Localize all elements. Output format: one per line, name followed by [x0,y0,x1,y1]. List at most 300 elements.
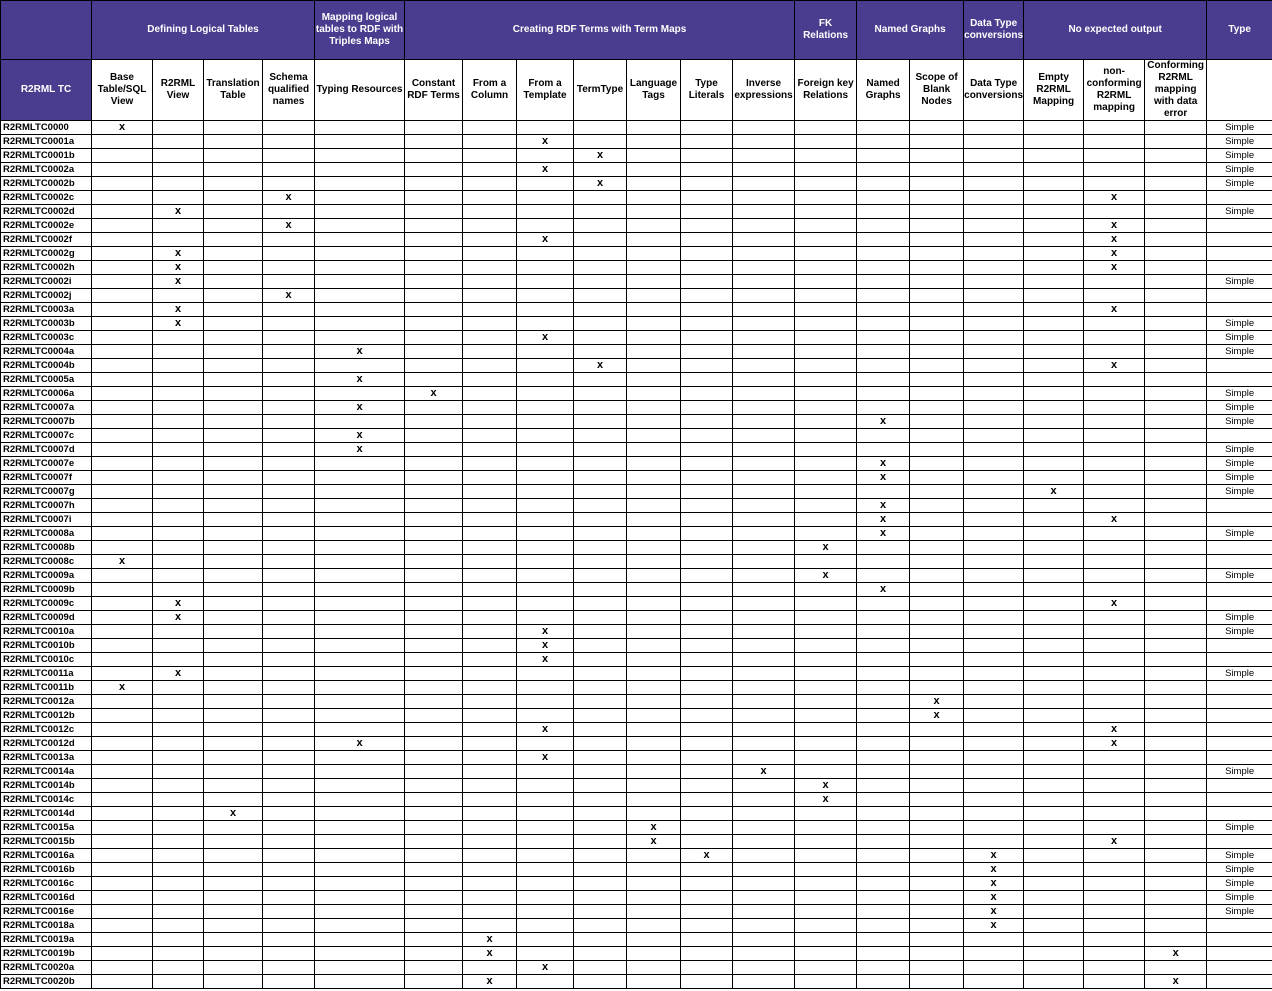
empty-cell [263,359,315,373]
empty-cell [627,247,681,261]
empty-cell [153,429,204,443]
check-mark: x [574,149,627,163]
empty-cell [263,723,315,737]
empty-cell [153,471,204,485]
empty-cell [1024,611,1084,625]
test-case-id: R2RMLTC0016d [1,891,92,905]
empty-cell [92,233,153,247]
empty-cell [795,289,857,303]
empty-cell [627,261,681,275]
type-cell [1207,807,1272,821]
empty-cell [263,961,315,975]
empty-cell [517,261,574,275]
empty-cell [463,905,517,919]
empty-cell [204,849,263,863]
empty-cell [733,485,795,499]
empty-cell [795,737,857,751]
empty-cell [517,429,574,443]
empty-cell [1145,443,1207,457]
empty-cell [857,149,910,163]
empty-cell [681,149,733,163]
empty-cell [1024,583,1084,597]
test-case-id: R2RMLTC0019a [1,933,92,947]
empty-cell [627,793,681,807]
empty-cell [910,793,964,807]
empty-cell [1084,499,1145,513]
empty-cell [517,177,574,191]
type-cell [1207,219,1272,233]
empty-cell [1145,275,1207,289]
check-mark: x [153,275,204,289]
empty-cell [1084,779,1145,793]
empty-cell [910,527,964,541]
empty-cell [910,275,964,289]
empty-cell [574,303,627,317]
check-mark: x [1084,219,1145,233]
type-cell: Simple [1207,905,1272,919]
empty-cell [153,359,204,373]
empty-cell [517,527,574,541]
empty-cell [263,569,315,583]
empty-cell [153,737,204,751]
type-header-blank [1207,60,1272,121]
column-header: Foreign key Relations [795,60,857,121]
empty-cell [204,751,263,765]
empty-cell [910,289,964,303]
empty-cell [463,919,517,933]
empty-cell [92,569,153,583]
column-header: Scope of Blank Nodes [910,60,964,121]
empty-cell [1145,891,1207,905]
empty-cell [153,219,204,233]
empty-cell [1024,121,1084,135]
check-mark: x [733,765,795,779]
empty-cell [795,485,857,499]
check-mark: x [795,793,857,807]
empty-cell [627,219,681,233]
empty-cell [92,751,153,765]
empty-cell [627,541,681,555]
empty-cell [204,933,263,947]
empty-cell [92,821,153,835]
empty-cell [315,387,405,401]
empty-cell [733,583,795,597]
empty-cell [910,135,964,149]
empty-cell [263,611,315,625]
test-case-id: R2RMLTC0007c [1,429,92,443]
empty-cell [574,261,627,275]
empty-cell [795,247,857,261]
empty-cell [92,653,153,667]
empty-cell [627,709,681,723]
empty-cell [964,821,1024,835]
empty-cell [627,387,681,401]
empty-cell [1084,373,1145,387]
empty-cell [204,891,263,905]
empty-cell [733,401,795,415]
empty-cell [92,457,153,471]
column-header: TermType [574,60,627,121]
empty-cell [733,667,795,681]
empty-cell [315,821,405,835]
check-mark: x [964,905,1024,919]
empty-cell [627,737,681,751]
test-case-id: R2RMLTC0006a [1,387,92,401]
empty-cell [463,485,517,499]
empty-cell [681,807,733,821]
empty-cell [153,513,204,527]
empty-cell [1024,863,1084,877]
empty-cell [964,233,1024,247]
empty-cell [315,611,405,625]
empty-cell [405,499,463,513]
table-row [1,541,1272,555]
empty-cell [204,499,263,513]
empty-cell [681,331,733,345]
empty-cell [733,499,795,513]
empty-cell [1145,331,1207,345]
check-mark: x [1084,513,1145,527]
empty-cell [92,317,153,331]
empty-cell [263,835,315,849]
empty-cell [315,513,405,527]
empty-cell [153,905,204,919]
empty-cell [92,373,153,387]
empty-cell [681,723,733,737]
check-mark: x [517,135,574,149]
empty-cell [153,835,204,849]
empty-cell [405,121,463,135]
empty-cell [857,863,910,877]
check-mark: x [517,639,574,653]
empty-cell [910,611,964,625]
check-mark: x [517,751,574,765]
empty-cell [263,667,315,681]
empty-cell [574,485,627,499]
type-cell: Simple [1207,821,1272,835]
table-row [1,485,1272,499]
empty-cell [795,863,857,877]
empty-cell [627,317,681,331]
empty-cell [315,191,405,205]
empty-cell [574,947,627,961]
empty-cell [1145,233,1207,247]
test-case-id: R2RMLTC0020a [1,961,92,975]
empty-cell [574,135,627,149]
check-mark: x [315,345,405,359]
empty-cell [153,443,204,457]
empty-cell [92,261,153,275]
empty-cell [627,121,681,135]
empty-cell [681,261,733,275]
empty-cell [627,275,681,289]
table-row [1,611,1272,625]
empty-cell [315,709,405,723]
empty-cell [574,471,627,485]
empty-cell [1084,541,1145,555]
empty-cell [463,751,517,765]
empty-cell [1024,891,1084,905]
empty-cell [315,359,405,373]
empty-cell [857,793,910,807]
empty-cell [517,457,574,471]
empty-cell [733,891,795,905]
empty-cell [92,163,153,177]
empty-cell [1084,765,1145,779]
empty-cell [857,373,910,387]
empty-cell [681,191,733,205]
empty-cell [517,919,574,933]
empty-cell [681,877,733,891]
test-case-id: R2RMLTC0002h [1,261,92,275]
empty-cell [857,359,910,373]
empty-cell [1145,807,1207,821]
empty-cell [733,345,795,359]
empty-cell [153,933,204,947]
empty-cell [405,219,463,233]
empty-cell [92,639,153,653]
type-cell [1207,709,1272,723]
check-mark: x [517,961,574,975]
empty-cell [1145,541,1207,555]
empty-cell [627,331,681,345]
empty-cell [627,289,681,303]
empty-cell [1084,121,1145,135]
table-row [1,821,1272,835]
empty-cell [795,499,857,513]
empty-cell [681,919,733,933]
empty-cell [263,863,315,877]
test-case-id: R2RMLTC0012c [1,723,92,737]
empty-cell [795,219,857,233]
test-case-id: R2RMLTC0002j [1,289,92,303]
empty-cell [204,261,263,275]
empty-cell [1024,667,1084,681]
test-case-id: R2RMLTC0007d [1,443,92,457]
empty-cell [204,303,263,317]
empty-cell [795,527,857,541]
empty-cell [1084,471,1145,485]
empty-cell [1084,639,1145,653]
empty-cell [263,583,315,597]
empty-cell [910,457,964,471]
empty-cell [910,821,964,835]
empty-cell [574,163,627,177]
empty-cell [1145,667,1207,681]
empty-cell [574,933,627,947]
empty-cell [153,919,204,933]
empty-cell [315,177,405,191]
table-row [1,765,1272,779]
empty-cell [964,471,1024,485]
empty-cell [204,611,263,625]
empty-cell [574,219,627,233]
group-header: Creating RDF Terms with Term Maps [405,1,795,60]
empty-cell [857,905,910,919]
empty-cell [92,289,153,303]
empty-cell [263,261,315,275]
empty-cell [681,303,733,317]
empty-cell [795,667,857,681]
empty-cell [1145,149,1207,163]
empty-cell [315,877,405,891]
empty-cell [463,177,517,191]
test-case-id: R2RMLTC0012d [1,737,92,751]
empty-cell [517,583,574,597]
empty-cell [795,233,857,247]
empty-cell [964,779,1024,793]
type-cell: Simple [1207,331,1272,345]
empty-cell [463,205,517,219]
empty-cell [463,387,517,401]
empty-cell [627,149,681,163]
empty-cell [517,303,574,317]
empty-cell [910,219,964,233]
empty-cell [857,891,910,905]
empty-cell [733,289,795,303]
empty-cell [153,877,204,891]
empty-cell [405,177,463,191]
column-header: Named Graphs [857,60,910,121]
empty-cell [204,709,263,723]
table-row [1,191,1272,205]
empty-cell [733,947,795,961]
empty-cell [1145,905,1207,919]
empty-cell [463,709,517,723]
empty-cell [92,359,153,373]
check-mark: x [153,667,204,681]
test-case-id: R2RMLTC0010a [1,625,92,639]
check-mark: x [153,597,204,611]
table-row [1,401,1272,415]
empty-cell [263,499,315,513]
empty-cell [405,653,463,667]
empty-cell [910,639,964,653]
empty-cell [315,975,405,989]
empty-cell [795,765,857,779]
type-cell [1207,513,1272,527]
empty-cell [263,751,315,765]
empty-cell [681,485,733,499]
empty-cell [463,401,517,415]
empty-cell [263,205,315,219]
empty-cell [1024,177,1084,191]
empty-cell [153,975,204,989]
empty-cell [1145,373,1207,387]
empty-cell [204,765,263,779]
empty-cell [1145,191,1207,205]
test-case-id: R2RMLTC0002b [1,177,92,191]
empty-cell [463,877,517,891]
empty-cell [463,961,517,975]
empty-cell [263,177,315,191]
test-case-id: R2RMLTC0016c [1,877,92,891]
empty-cell [964,457,1024,471]
empty-cell [681,247,733,261]
empty-cell [857,569,910,583]
empty-cell [1084,289,1145,303]
type-cell [1207,681,1272,695]
check-mark: x [1084,597,1145,611]
empty-cell [204,247,263,261]
empty-cell [1084,429,1145,443]
empty-cell [574,513,627,527]
empty-cell [1084,569,1145,583]
empty-cell [263,975,315,989]
empty-cell [1145,709,1207,723]
empty-cell [733,555,795,569]
table-row [1,793,1272,807]
empty-cell [204,737,263,751]
empty-cell [795,625,857,639]
empty-cell [92,247,153,261]
empty-cell [910,863,964,877]
empty-cell [627,135,681,149]
empty-cell [204,135,263,149]
table-row [1,429,1272,443]
empty-cell [315,527,405,541]
empty-cell [463,233,517,247]
empty-cell [204,219,263,233]
empty-cell [1145,835,1207,849]
empty-cell [463,625,517,639]
empty-cell [1084,863,1145,877]
empty-cell [681,387,733,401]
empty-cell [1145,219,1207,233]
empty-cell [517,737,574,751]
empty-cell [910,975,964,989]
empty-cell [964,149,1024,163]
empty-cell [204,667,263,681]
empty-cell [153,331,204,345]
empty-cell [1024,723,1084,737]
check-mark: x [315,737,405,751]
empty-cell [315,233,405,247]
check-mark: x [315,429,405,443]
empty-cell [463,891,517,905]
empty-cell [681,121,733,135]
empty-cell [681,933,733,947]
empty-cell [910,443,964,457]
check-mark: x [857,527,910,541]
type-cell [1207,639,1272,653]
empty-cell [153,639,204,653]
empty-cell [92,205,153,219]
empty-cell [1145,415,1207,429]
empty-cell [964,625,1024,639]
empty-cell [92,863,153,877]
table-row [1,779,1272,793]
empty-cell [463,289,517,303]
empty-cell [733,149,795,163]
empty-cell [795,681,857,695]
empty-cell [795,611,857,625]
empty-cell [92,345,153,359]
empty-cell [857,961,910,975]
check-mark: x [627,821,681,835]
empty-cell [627,233,681,247]
type-cell [1207,191,1272,205]
empty-cell [795,513,857,527]
empty-cell [733,121,795,135]
empty-cell [910,583,964,597]
empty-cell [92,191,153,205]
empty-cell [857,681,910,695]
check-mark: x [153,303,204,317]
empty-cell [315,275,405,289]
empty-cell [627,345,681,359]
empty-cell [1084,331,1145,345]
